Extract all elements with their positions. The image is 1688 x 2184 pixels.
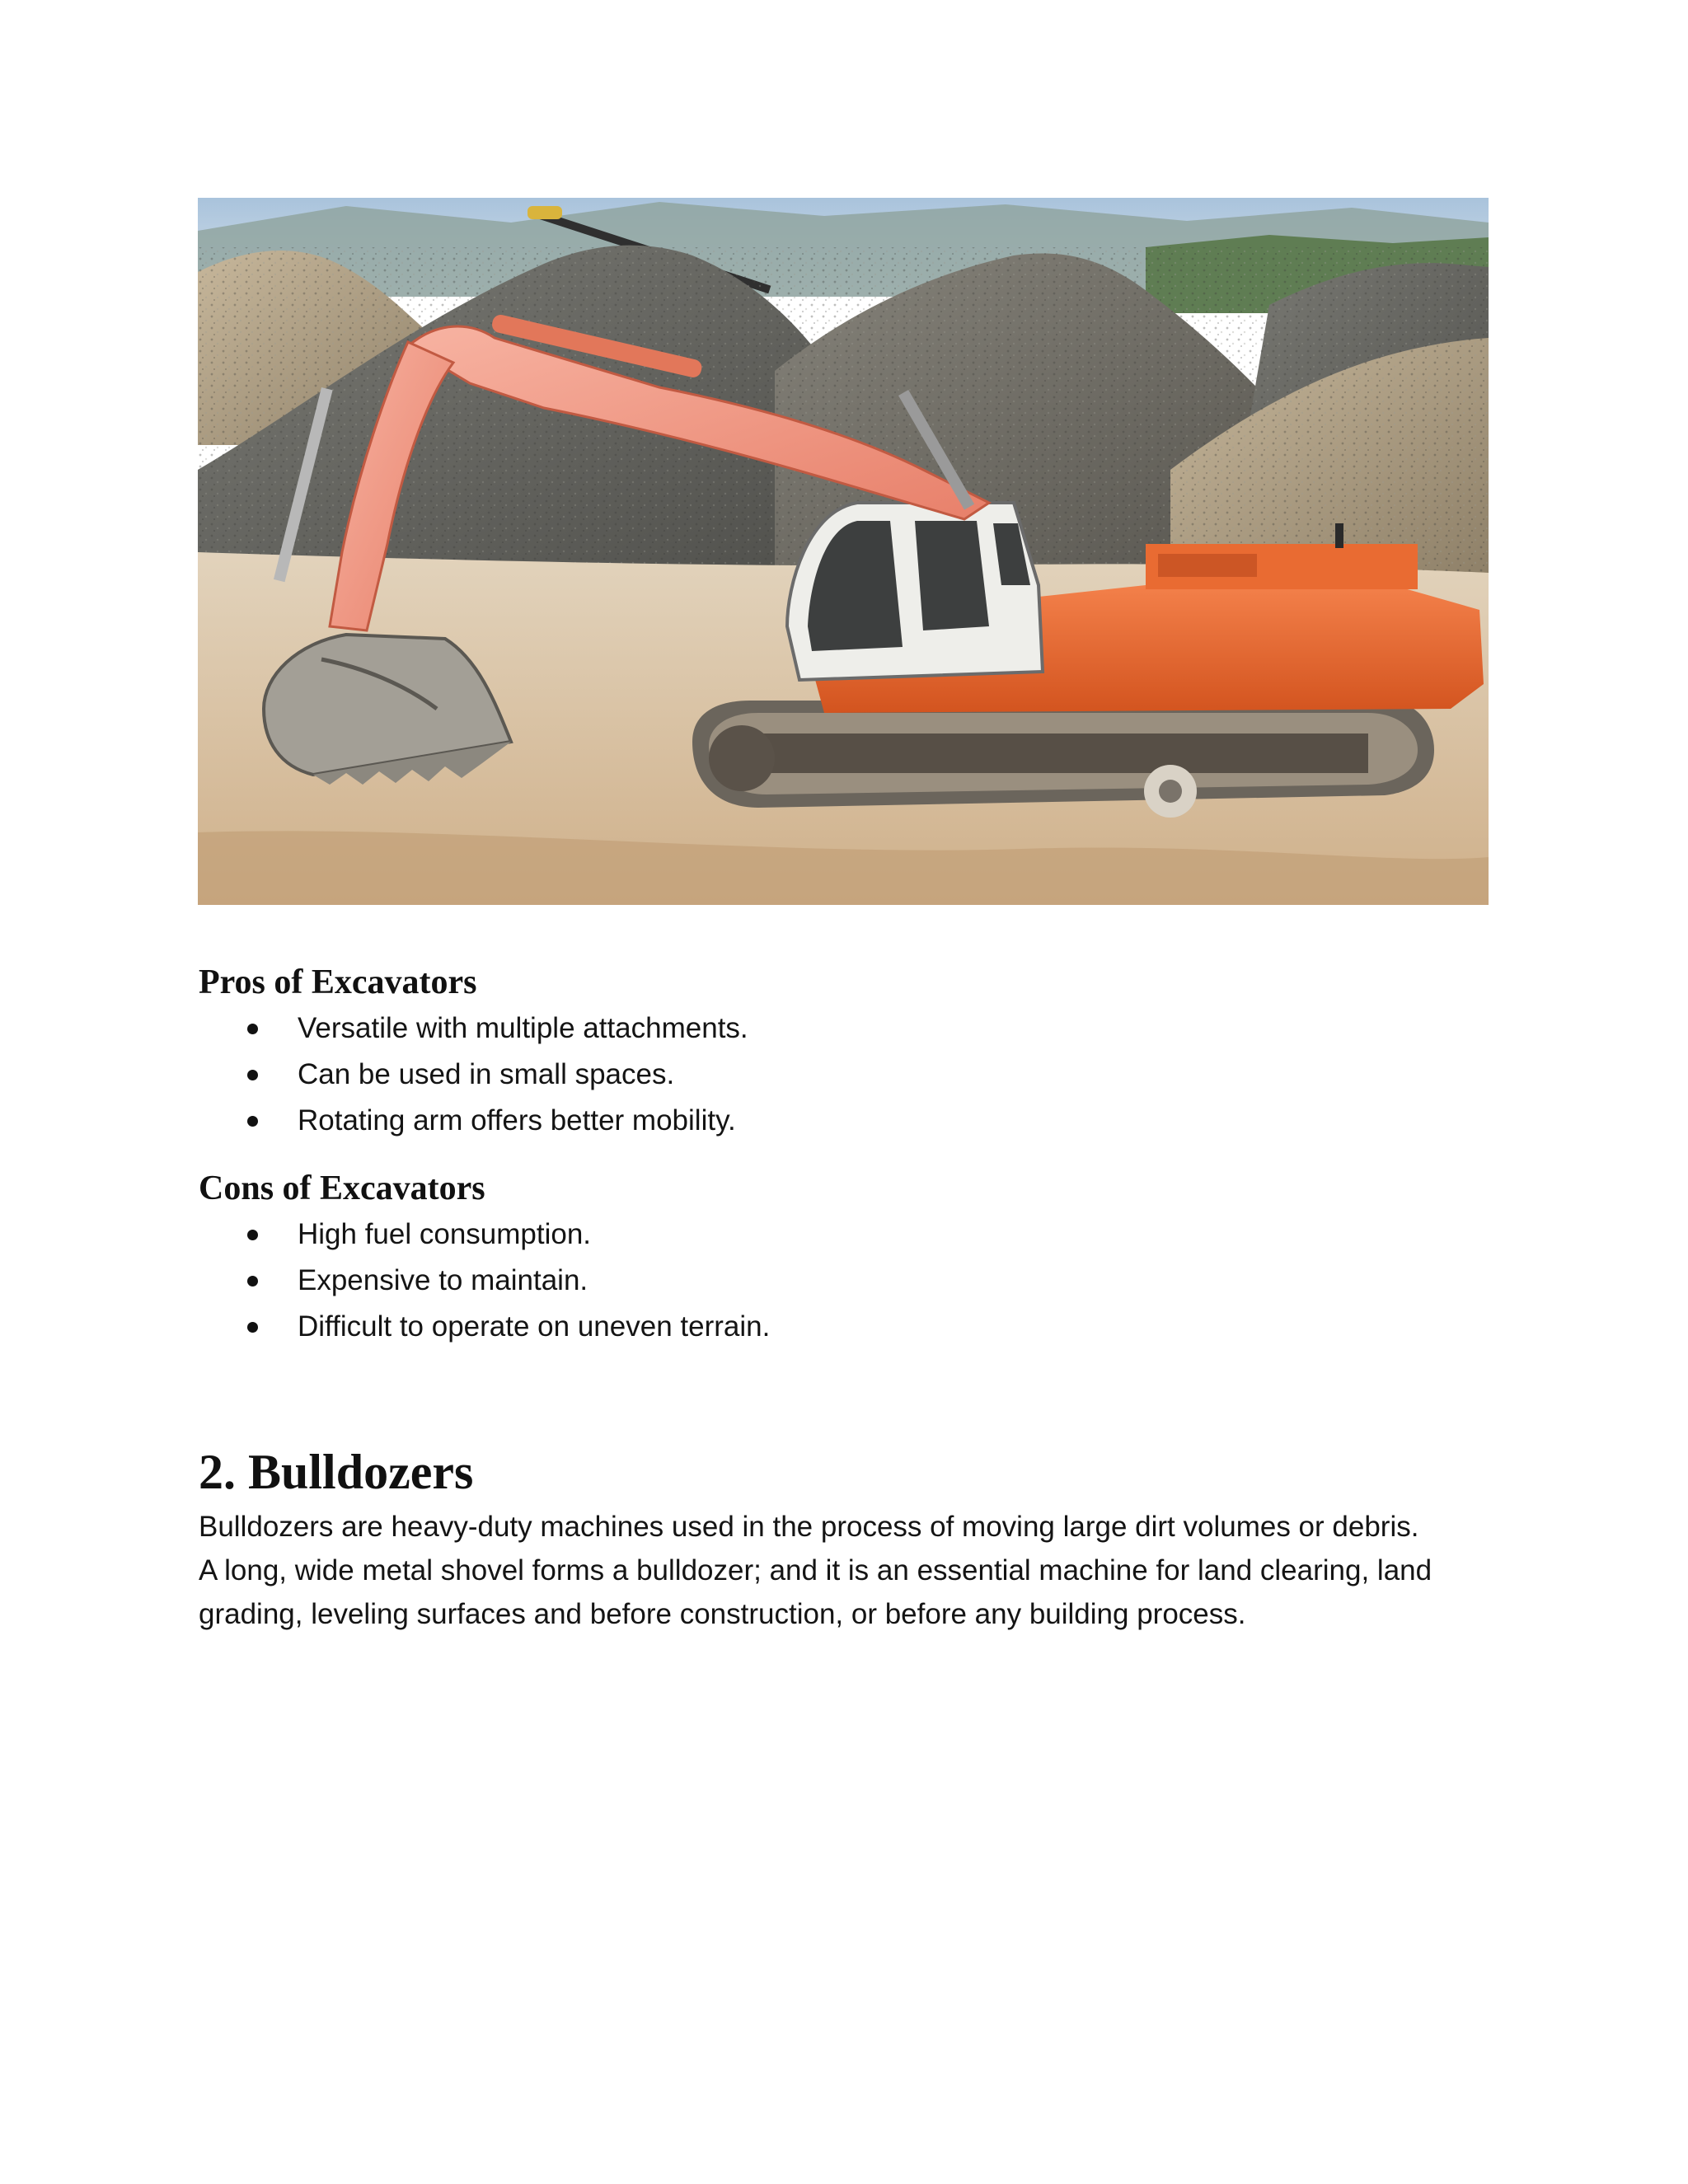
- paragraph-line: grading, leveling surfaces and before construction, or before any building process.: [199, 1598, 1246, 1630]
- list-item-text: Can be used in small spaces.: [298, 1058, 675, 1090]
- bullet-icon: [247, 1070, 258, 1080]
- cons-heading: Cons of Excavators: [199, 1169, 485, 1207]
- list-item-text: Versatile with multiple attachments.: [298, 1012, 748, 1044]
- bullet-icon: [247, 1116, 258, 1127]
- list-item-text: Difficult to operate on uneven terrain.: [298, 1310, 771, 1343]
- section-paragraph: [199, 1505, 1493, 1636]
- paragraph-line: Bulldozers are heavy-duty machines used in the process of moving large dirt volumes or debris.: [199, 1511, 1419, 1543]
- section-heading: 2. Bulldozers: [199, 1445, 474, 1499]
- pros-heading: Pros of Excavators: [199, 963, 477, 1001]
- list-item-text: Expensive to maintain.: [298, 1264, 588, 1296]
- bullet-icon: [247, 1276, 258, 1286]
- list-item-text: High fuel consumption.: [298, 1218, 592, 1250]
- bullet-icon: [247, 1322, 258, 1333]
- bullet-icon: [247, 1024, 258, 1034]
- paragraph-line: A long, wide metal shovel forms a bulldozer; and it is an essential machine for land clearing, land: [199, 1554, 1432, 1586]
- bullet-icon: [247, 1230, 258, 1240]
- excavator-photo: [198, 198, 1489, 905]
- list-item-text: Rotating arm offers better mobility.: [298, 1104, 736, 1137]
